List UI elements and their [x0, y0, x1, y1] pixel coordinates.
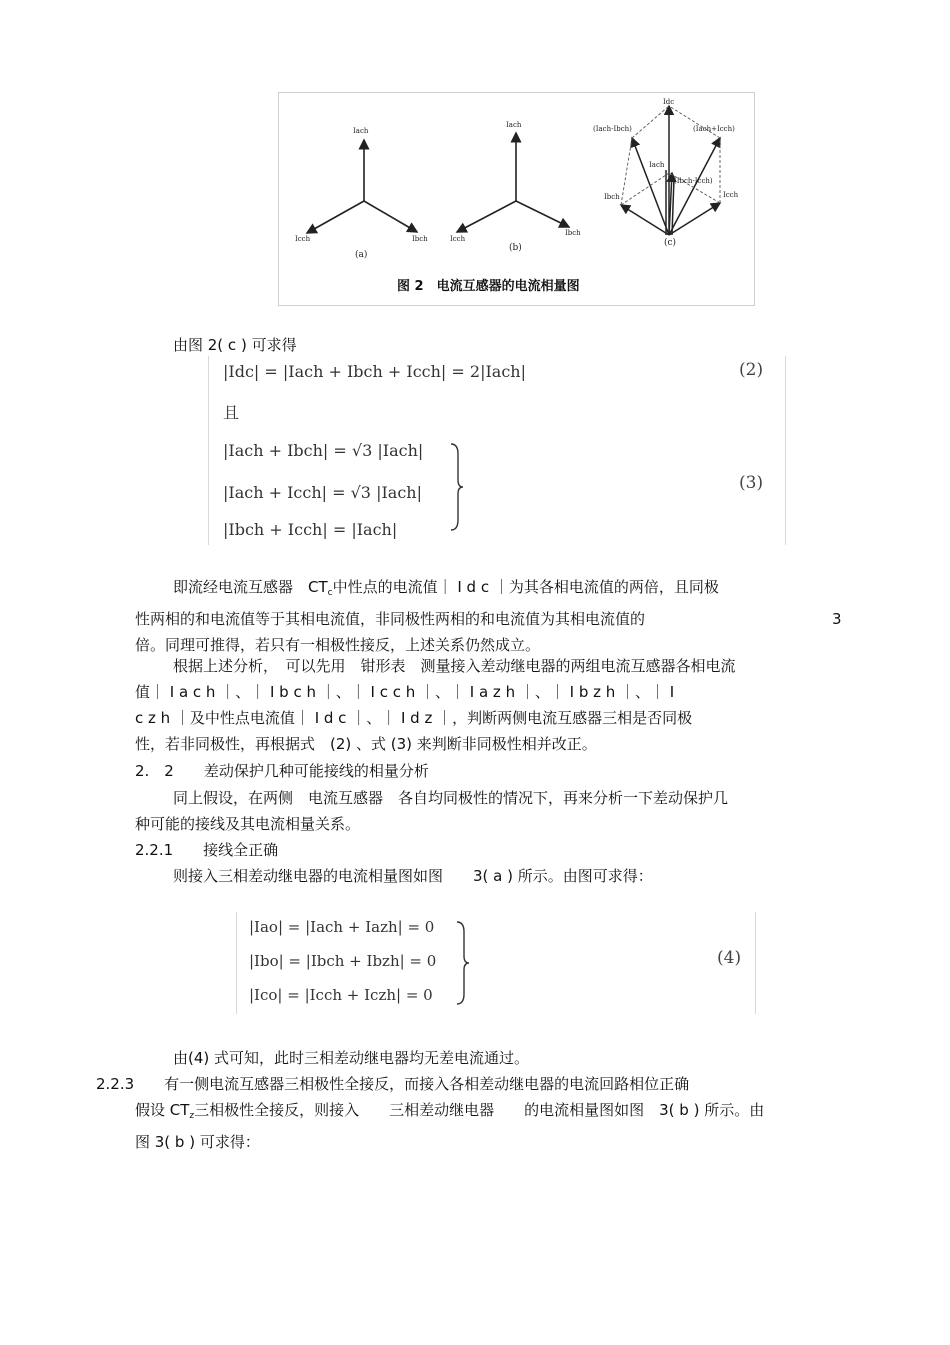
p6-sub-z: z [189, 1111, 195, 1121]
label-c-ur: (Iach+Icch) [693, 125, 735, 133]
equation-block-2-3 [208, 356, 786, 545]
paragraph-6 [135, 1097, 865, 1155]
p2-line2: 值｜ I a c h ｜、｜ I b c h ｜、｜ I c c h ｜、｜ I a z h ｜、｜ I b z h ｜、｜ I [135, 683, 675, 701]
paragraph-1 [135, 574, 855, 658]
sublabel-b: (b) [509, 243, 522, 253]
p2-line1: 根据上述分析， 可以先用 钳形表 测量接入差动继电器的两组电流互感器各相电流 [173, 657, 736, 675]
equation-2: |Idc| = |Iach + Ibch + Icch| = 2|Iach| [223, 362, 526, 381]
label-c-mid: Iach [649, 161, 665, 169]
equation-3c: |Ibch + Icch| = |Iach| [223, 520, 398, 539]
paragraph-5: 由(4) 式可知，此时三相差动继电器均无差电流通过。 [173, 1049, 530, 1067]
p3-line1: 同上假设，在两侧 电流互感器 各自均同极性的情况下，再来分析一下差动保护几 [173, 789, 729, 807]
equation-block-4 [236, 912, 756, 1014]
heading-2-2: 2. 2 差动保护几种可能接线的相量分析 [135, 762, 429, 780]
p6-line1-b: 三相极性全接反，则接入 三相差动继电器 的电流相量图如图 3( b ) 所示。由 [194, 1101, 765, 1119]
p2-line3: c z h ｜及中性点电流值｜ I d c ｜、｜ I d z ｜，判断两侧电流互感器三相是否同极 [135, 709, 693, 727]
diagram-b [457, 133, 569, 232]
p1-line3: 倍。同理可推得，若只有一相极性接反，上述关系仍然成立。 [135, 636, 541, 654]
label-c-icch: Icch [723, 191, 739, 199]
equation-4-number: (4) [717, 948, 742, 968]
equation-4b: |Ibo| = |Ibch + Ibzh| = 0 [249, 952, 437, 970]
equation-4a: |Iao| = |Iach + Iazh| = 0 [249, 918, 435, 936]
paragraph-4: 则接入三相差动继电器的电流相量图如图 3( a ) 所示。由图可求得： [173, 867, 653, 885]
heading-2-2-1: 2.2.1 接线全正确 [135, 841, 279, 859]
p3-line2: 种可能的接线及其电流相量关系。 [135, 815, 361, 833]
label-c-ibch: Ibch [604, 193, 620, 201]
paragraph-3 [135, 785, 855, 837]
paragraph-2 [135, 653, 855, 757]
equation-4c: |Ico| = |Icch + Iczh| = 0 [249, 986, 433, 1004]
p6-line1-a: 假设 CT [135, 1101, 190, 1119]
heading-2-2-3: 2.2.3 有一侧电流互感器三相极性全接反，而接入各相差动继电器的电流回路相位正确 [96, 1075, 690, 1093]
label-b-icch: Icch [450, 235, 466, 243]
label-c-ul: (Iach-Ibch) [593, 125, 632, 133]
phasor-diagram-svg [279, 93, 754, 305]
label-b-ibch: Ibch [565, 229, 581, 237]
equation-3-number: (3) [739, 473, 764, 493]
label-a-ibch: Ibch [412, 235, 428, 243]
word-and: 且 [223, 403, 240, 422]
p1-line2-num: 3 [832, 610, 842, 628]
label-a-icch: Icch [295, 235, 311, 243]
p1-line1-a: 即流经电流互感器 CT [173, 578, 328, 596]
label-a-iach: Iach [353, 127, 369, 135]
brace-4 [455, 920, 471, 1006]
sublabel-a: (a) [355, 250, 368, 260]
label-b-iach: Iach [506, 121, 522, 129]
equation-2-number: (2) [739, 360, 764, 380]
figure-2-phasor-diagram [278, 92, 755, 306]
figure-caption: 图 2 电流互感器的电流相量图 [397, 279, 580, 294]
equation-3b: |Iach + Icch| = √3 |Iach| [223, 483, 422, 502]
equation-3a: |Iach + Ibch| = √3 |Iach| [223, 441, 424, 460]
p1-line1-b: 中性点的电流值｜ I d c ｜为其各相电流值的两倍，且同极 [332, 578, 719, 596]
sublabel-c: (c) [664, 238, 677, 248]
label-c-idc: Idc [663, 98, 675, 106]
p1-line2: 性两相的和电流值等于其相电流值，非同极性两相的和电流值为其相电流值的 [135, 610, 646, 628]
intro-line: 由图 2( c ) 可求得 [173, 336, 297, 354]
label-c-mid2: (Ibch-Icch) [674, 177, 713, 185]
p1-sub-c: c [327, 588, 333, 598]
p6-line2: 图 3( b ) 可求得： [135, 1133, 260, 1151]
brace-3 [449, 442, 465, 532]
p2-line4: 性，若非同极性，再根据式 (2) 、式 (3) 来判断非同极性相并改正。 [135, 735, 597, 753]
diagram-a [307, 140, 417, 233]
